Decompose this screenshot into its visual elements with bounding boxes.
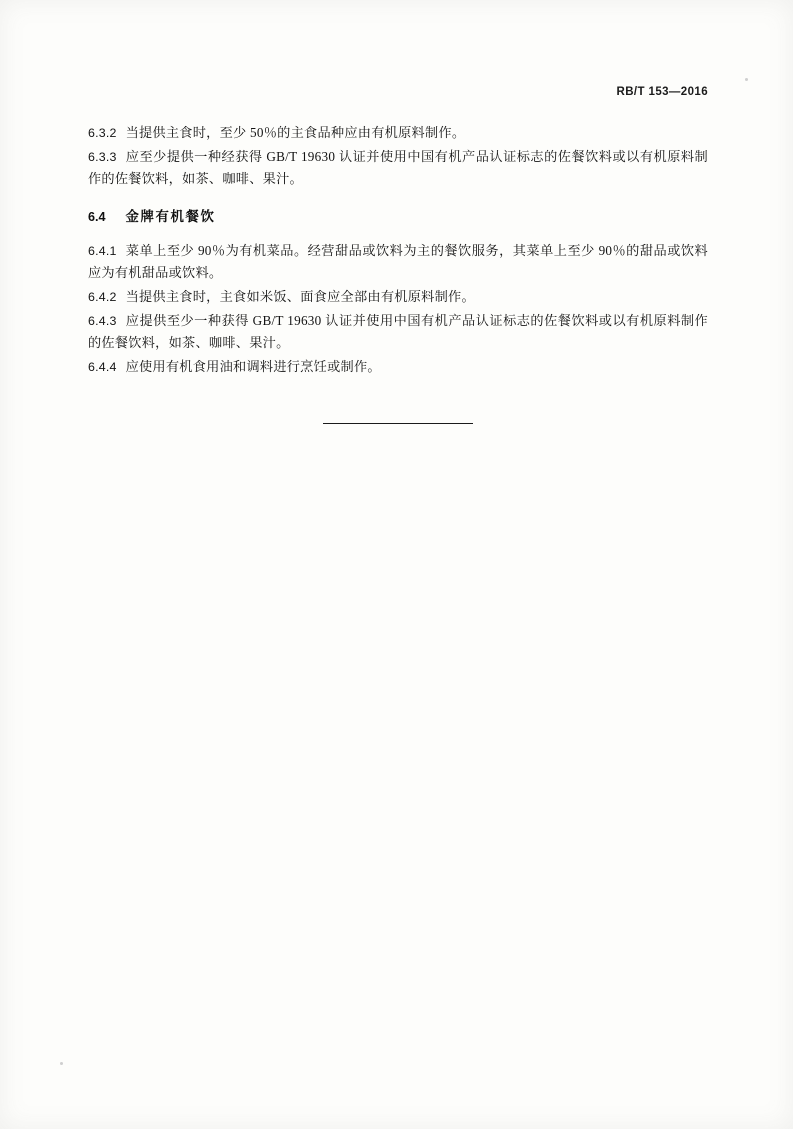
clause-text: 菜单上至少 90％为有机菜品。经营甜品或饮料为主的餐饮服务，其菜单上至少 90％的甜品或饮料应为有机甜品或饮料。 — [88, 243, 708, 280]
clause-number: 6.3.2 — [88, 126, 117, 140]
page-header-standard-number: RB/T 153—2016 — [616, 86, 708, 98]
section-title: 金牌有机餐饮 — [125, 209, 216, 225]
clause-text: 当提供主食时，主食如米饭、面食应全部由有机原料制作。 — [125, 288, 475, 304]
clause-text: 应提供至少一种获得 GB/T 19630 认证并使用中国有机产品认证标志的佐餐饮料或以有机原料制作的佐餐饮料，如茶、咖啡、果汁。 — [88, 313, 708, 350]
clause-6-4-1 — [88, 240, 708, 283]
clause-text: 当提供主食时，至少 50％的主食品种应由有机原料制作。 — [125, 125, 466, 140]
page-content — [88, 86, 708, 429]
end-of-document-rule-container — [88, 411, 708, 429]
horizontal-rule — [323, 423, 473, 424]
clause-number: 6.4.4 — [88, 360, 117, 374]
clause-number: 6.4.3 — [88, 314, 117, 329]
clause-6-4-2 — [88, 286, 708, 307]
clause-text: 应使用有机食用油和调料进行烹饪或制作。 — [125, 359, 381, 374]
clause-6-4-3 — [88, 310, 708, 353]
scan-speck — [60, 1062, 63, 1065]
clause-number: 6.3.3 — [88, 150, 117, 165]
clause-6-4-4 — [88, 356, 708, 377]
clause-6-3-2 — [88, 122, 708, 143]
clause-number: 6.4.1 — [88, 244, 117, 259]
clause-6-3-3 — [88, 146, 708, 189]
section-number: 6.4 — [88, 210, 106, 225]
clause-text: 应至少提供一种经获得 GB/T 19630 认证并使用中国有机产品认证标志的佐餐饮料或以有机原料制作的佐餐饮料，如茶、咖啡、果汁。 — [88, 149, 708, 186]
section-heading-6-4 — [88, 206, 708, 225]
scan-speck — [745, 78, 748, 81]
clause-number: 6.4.2 — [88, 289, 117, 304]
